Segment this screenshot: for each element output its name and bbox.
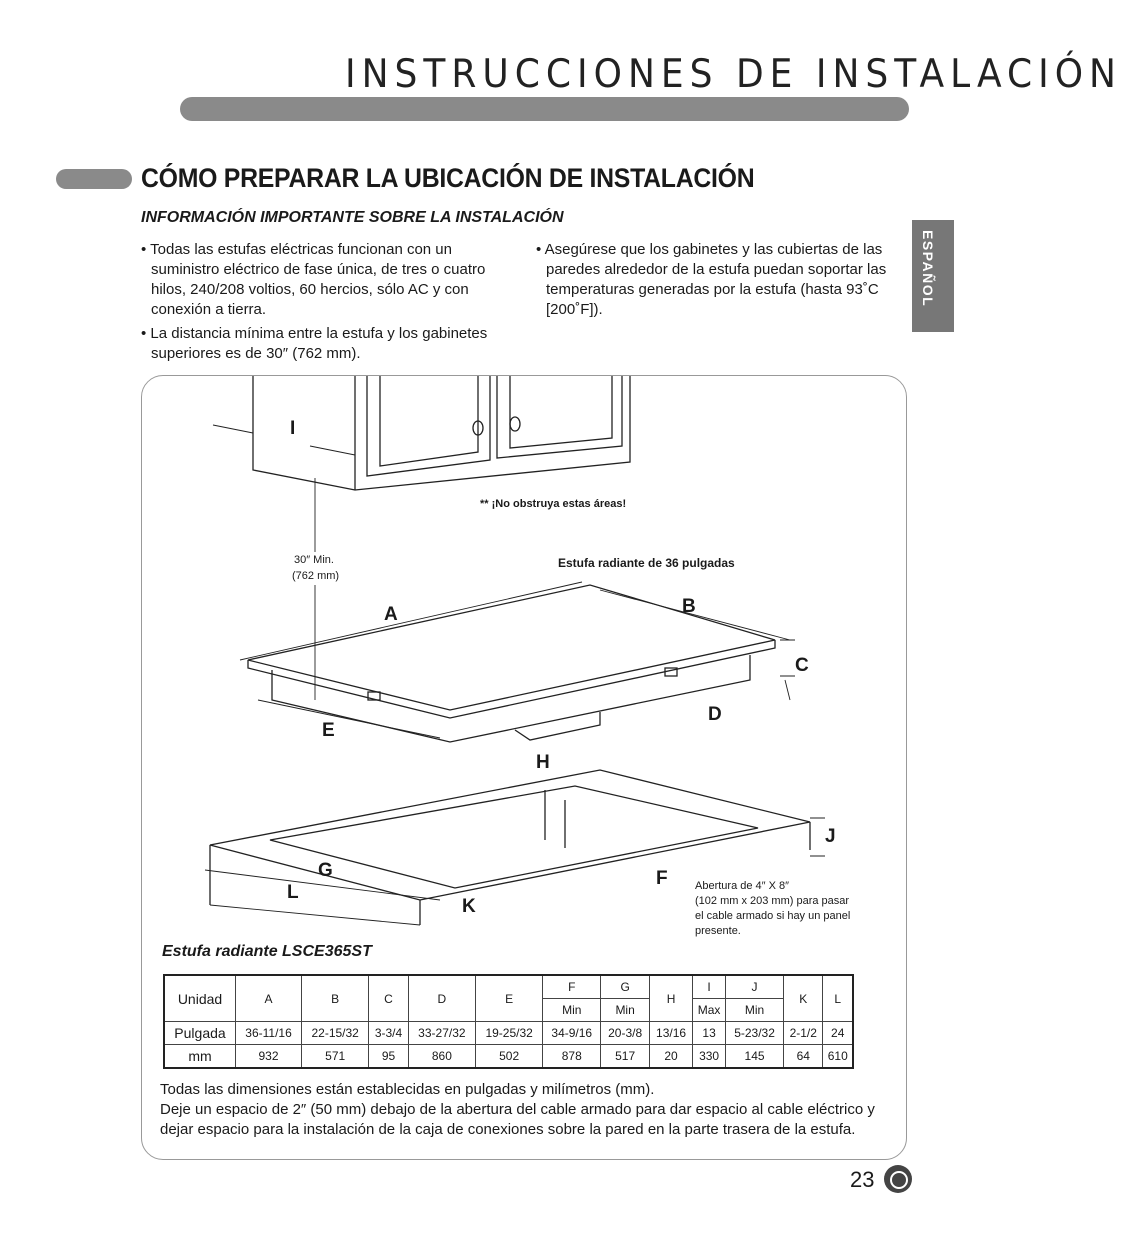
table-cell: 24	[823, 1022, 853, 1045]
col-header: I	[693, 975, 726, 999]
table-cell: 34-9/16	[543, 1022, 601, 1045]
col-header: G	[601, 975, 650, 999]
dim-label-a: A	[384, 604, 398, 625]
col-subheader: Min	[543, 999, 601, 1022]
opening-note-line: presente.	[695, 925, 741, 937]
table-cell: 878	[543, 1045, 601, 1069]
col-header: A	[236, 975, 302, 1022]
dim-label-h: H	[536, 752, 550, 773]
col-header: D	[408, 975, 475, 1022]
table-cell: 932	[236, 1045, 302, 1069]
bullet-item: • Asegúrese que los gabinetes y las cubiertas de las paredes alrededor de la estufa puedan soportar las temperaturas generadas por la estufa (hasta 93˚C [200˚F]).	[536, 241, 887, 318]
table-row	[164, 1022, 853, 1045]
bullet-item: • Todas las estufas eléctricas funcionan con un suministro eléctrico de fase única, de tres o cuatro hilos, 240/208 voltios, 60 hercios, sólo AC y con conexión a tierra.	[141, 241, 486, 318]
dim-label-j: J	[825, 826, 836, 847]
clearance-label-mm: (762 mm)	[292, 570, 340, 582]
table-cell: 145	[726, 1045, 784, 1069]
table-cell: 517	[601, 1045, 650, 1069]
cabinet-outline	[253, 376, 630, 490]
footer-line: Todas las dimensiones están establecidas en pulgadas y milímetros (mm).	[160, 1081, 655, 1098]
table-cell: 502	[476, 1045, 543, 1069]
dim-label-k: K	[462, 896, 476, 917]
range-name: Estufa radiante de 36 pulgadas	[558, 556, 735, 570]
dim-label-l: L	[287, 882, 299, 903]
table-cell: 2-1/2	[784, 1022, 823, 1045]
table-cell: 3-3/4	[369, 1022, 408, 1045]
table-row	[164, 1045, 853, 1069]
page-header-title: INSTRUCCIONES DE INSTALACIÓN	[345, 52, 1122, 98]
opening-note-line: (102 mm x 203 mm) para pasar	[695, 895, 850, 907]
bullet-item: • La distancia mínima entre la estufa y los gabinetes superiores es de 30″ (762 mm).	[141, 325, 488, 362]
col-header: L	[823, 975, 853, 1022]
footer-note	[160, 1080, 880, 1140]
row-label: mm	[164, 1045, 236, 1069]
opening-note-line: Abertura de 4″ X 8″	[695, 880, 790, 892]
table-cell: 5-23/32	[726, 1022, 784, 1045]
clearance-label-in: 30″ Min.	[294, 554, 334, 566]
table-cell: 19-25/32	[476, 1022, 543, 1045]
no-obstruct-note: ** ¡No obstruya estas áreas!	[480, 498, 627, 510]
col-subheader: Min	[726, 999, 784, 1022]
footer-line: Deje un espacio de 2″ (50 mm) debajo de la abertura del cable armado para dar espacio al cable eléctrico y dejar espacio para la instalación de la caja de conexiones sobre la pared en la parte trasera de la estufa.	[160, 1101, 875, 1138]
page-number: 23	[850, 1167, 875, 1192]
table-cell: 20-3/8	[601, 1022, 650, 1045]
col-header: K	[784, 975, 823, 1022]
col-header: C	[369, 975, 408, 1022]
table-cell: 33-27/32	[408, 1022, 475, 1045]
table-cell: 22-15/32	[302, 1022, 369, 1045]
model-label: Estufa radiante LSCE365ST	[162, 943, 372, 960]
col-header: H	[649, 975, 692, 1022]
table-cell: 13/16	[649, 1022, 692, 1045]
table-cell: 36-11/16	[236, 1022, 302, 1045]
table-cell: 860	[408, 1045, 475, 1069]
table-unit-header: Unidad	[164, 975, 236, 1022]
section-title: CÓMO PREPARAR LA UBICACIÓN DE INSTALACIÓN	[141, 163, 755, 193]
col-header: B	[302, 975, 369, 1022]
col-header: F	[543, 975, 601, 999]
section-subtitle: INFORMACIÓN IMPORTANTE SOBRE LA INSTALACIÓN	[141, 209, 564, 226]
opening-note-line: el cable armado si hay un panel	[695, 910, 851, 922]
table-cell: 610	[823, 1045, 853, 1069]
table-cell: 95	[369, 1045, 408, 1069]
table-cell: 571	[302, 1045, 369, 1069]
table-cell: 330	[693, 1045, 726, 1069]
dim-label-g: G	[318, 860, 333, 881]
col-header: E	[476, 975, 543, 1022]
col-header: J	[726, 975, 784, 999]
col-subheader: Min	[601, 999, 650, 1022]
dim-label-e: E	[322, 720, 335, 741]
dim-label-f: F	[656, 868, 668, 889]
table-cell: 64	[784, 1045, 823, 1069]
lg-logo-icon	[884, 1165, 912, 1193]
dim-label-b: B	[682, 596, 696, 617]
dim-label-c: C	[795, 655, 809, 676]
table-cell: 13	[693, 1022, 726, 1045]
dim-label-d: D	[708, 704, 722, 725]
col-subheader: Max	[693, 999, 726, 1022]
dimension-table	[163, 974, 854, 1069]
language-tab-label: ESPAÑOL	[920, 230, 936, 308]
dim-label-i: I	[290, 418, 296, 439]
table-cell: 20	[649, 1045, 692, 1069]
row-label: Pulgada	[164, 1022, 236, 1045]
